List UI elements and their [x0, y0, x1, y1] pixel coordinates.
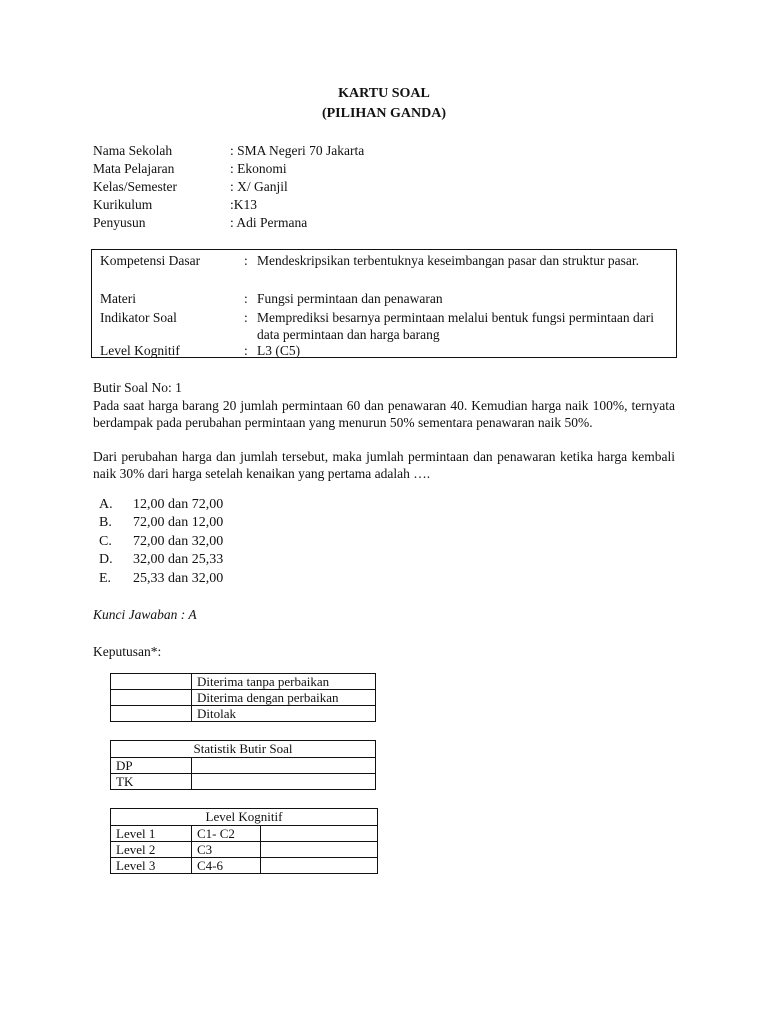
option-text: 72,00 dan 12,00 [133, 515, 224, 530]
decision-heading: Keputusan*: [93, 644, 162, 659]
table-row [111, 826, 378, 842]
competency-box [91, 249, 677, 358]
card-subtitle: (PILIHAN GANDA) [321, 106, 447, 121]
decision-check-cell[interactable] [111, 690, 192, 706]
option-d [99, 551, 223, 569]
meta-value: : Ekonomi [230, 161, 287, 176]
option-b [99, 514, 223, 532]
decision-check-cell[interactable] [111, 706, 192, 722]
meta-curriculum [93, 196, 257, 214]
kd-colon: : [244, 253, 248, 268]
kd-value: L3 (C5) [257, 343, 301, 358]
cognitive-level-title: Level Kognitif [111, 809, 378, 826]
option-letter: A. [99, 497, 113, 512]
statistics-label: DP [111, 758, 192, 774]
option-letter: C. [99, 534, 112, 549]
level-check-cell[interactable] [261, 826, 378, 842]
table-row [111, 858, 378, 874]
card-title: KARTU SOAL [338, 86, 430, 101]
table-row [111, 674, 376, 690]
kd-colon: : [244, 310, 248, 325]
option-text: 12,00 dan 72,00 [133, 497, 224, 512]
kd-label: Indikator Soal [100, 310, 177, 325]
meta-value: : Adi Permana [230, 215, 308, 230]
question-text-1: Pada saat harga barang 20 jumlah permintaan 60 dan penawaran 40. Kemudian harga naik 100%, ternyata berdampak pada perubahan permintaan yang menurun 50% sementara penawaran naik 50%. [93, 398, 675, 430]
level-label: Level 3 [111, 858, 192, 874]
statistics-label: TK [111, 774, 192, 790]
decision-label: Diterima tanpa perbaikan [192, 674, 376, 690]
level-check-cell[interactable] [261, 842, 378, 858]
decision-label: Ditolak [192, 706, 376, 722]
decision-check-cell[interactable] [111, 674, 192, 690]
question-text-2: Dari perubahan harga dan jumlah tersebut, maka jumlah permintaan dan penawaran ketika harga kembali naik 30% dari harga setelah kenaikan yang pertama adalah …. [93, 449, 675, 481]
kd-value: Memprediksi besarnya permintaan melalui bentuk fungsi permintaan dari data permintaan dan harga barang [257, 310, 655, 342]
option-text: 25,33 dan 32,00 [133, 571, 224, 586]
meta-value: : SMA Negeri 70 Jakarta [230, 143, 365, 158]
level-label: Level 2 [111, 842, 192, 858]
meta-value: : X/ Ganjil [230, 179, 288, 194]
cognitive-level-table [110, 808, 378, 874]
meta-author [93, 214, 307, 232]
kd-value: Fungsi permintaan dan penawaran [257, 291, 443, 306]
meta-label: Penyusun [93, 215, 146, 230]
table-row [111, 842, 378, 858]
meta-class [93, 178, 288, 196]
meta-school [93, 142, 364, 160]
meta-label: Kelas/Semester [93, 179, 177, 194]
meta-label: Kurikulum [93, 197, 153, 212]
answer-key: Kunci Jawaban : A [93, 607, 197, 622]
question-heading: Butir Soal No: 1 [93, 380, 182, 395]
kd-value: Mendeskripsikan terbentuknya keseimbangan pasar dan struktur pasar. [257, 253, 640, 268]
kd-label: Materi [100, 291, 136, 306]
level-code: C4-6 [192, 858, 261, 874]
meta-label: Nama Sekolah [93, 143, 173, 158]
statistics-title: Statistik Butir Soal [111, 741, 376, 758]
option-a [99, 496, 223, 514]
decision-label: Diterima dengan perbaikan [192, 690, 376, 706]
level-label: Level 1 [111, 826, 192, 842]
table-row [111, 706, 376, 722]
meta-value: :K13 [230, 197, 257, 212]
kd-colon: : [244, 291, 248, 306]
table-header-row [111, 809, 378, 826]
kd-row-competency [100, 252, 670, 288]
statistics-value-cell[interactable] [192, 774, 376, 790]
option-c [99, 533, 223, 551]
option-letter: E. [99, 571, 112, 586]
option-text: 32,00 dan 25,33 [133, 552, 224, 567]
option-text: 72,00 dan 32,00 [133, 534, 224, 549]
option-e [99, 570, 223, 588]
table-row [111, 774, 376, 790]
table-row [111, 758, 376, 774]
option-letter: B. [99, 515, 112, 530]
level-code: C3 [192, 842, 261, 858]
kd-label: Kompetensi Dasar [100, 253, 201, 268]
meta-subject [93, 160, 287, 178]
kd-colon: : [244, 343, 248, 358]
statistics-value-cell[interactable] [192, 758, 376, 774]
option-letter: D. [99, 552, 113, 567]
level-code: C1- C2 [192, 826, 261, 842]
statistics-table [110, 740, 376, 790]
table-row [111, 690, 376, 706]
table-header-row [111, 741, 376, 758]
level-check-cell[interactable] [261, 858, 378, 874]
kd-label: Level Kognitif [100, 343, 180, 358]
meta-label: Mata Pelajaran [93, 161, 175, 176]
decision-table [110, 673, 376, 722]
